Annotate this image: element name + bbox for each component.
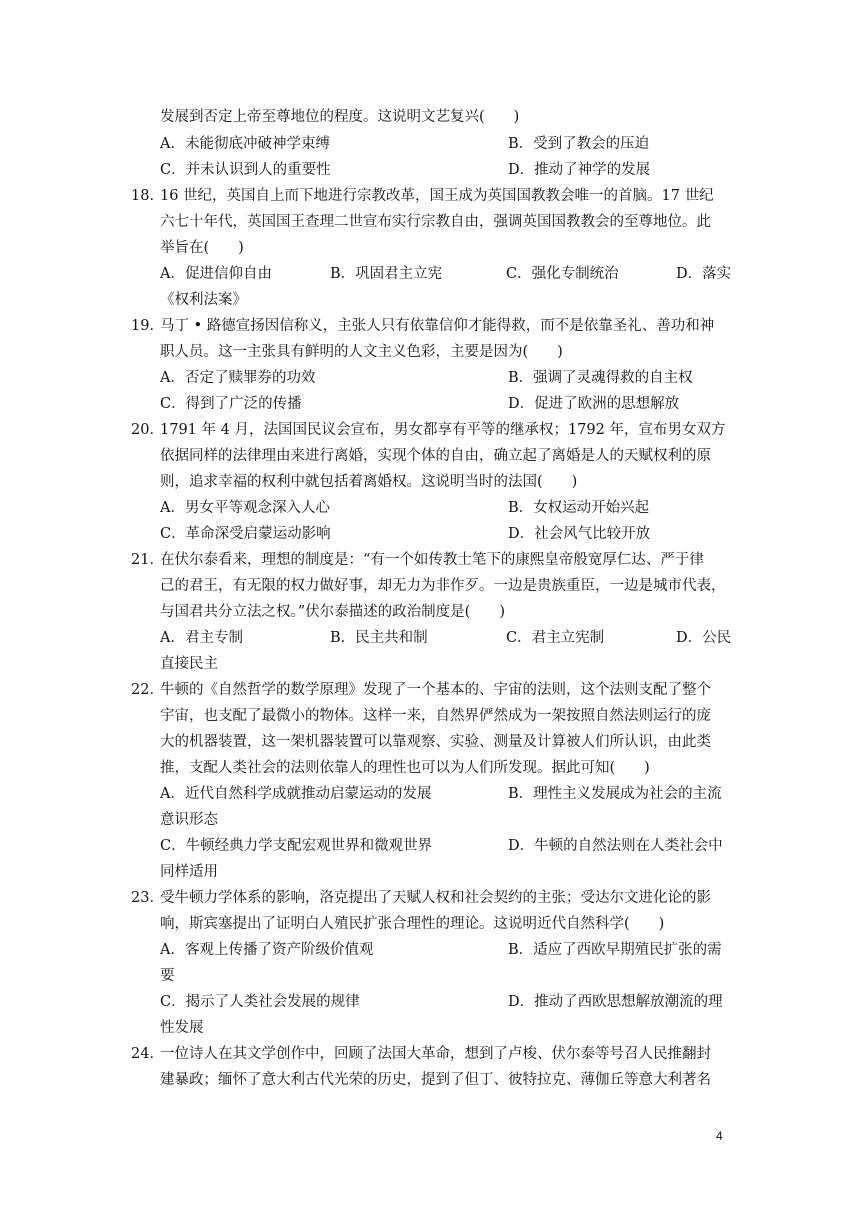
q19-number: 19． xyxy=(131,318,164,334)
q24-line2: 建暴政；缅怀了意大利古代光荣的历史，提到了但丁、彼特拉克、薄伽丘等意大利著名 xyxy=(160,1072,711,1088)
q22-option-d-cont: 同样适用 xyxy=(160,864,218,880)
q24-number: 24． xyxy=(131,1046,164,1062)
q19-line2: 职人员。这一主张具有鲜明的人文主义色彩，主要是因为( ) xyxy=(160,344,563,360)
q18-option-d-cont: 《权利法案》 xyxy=(160,292,247,308)
q18-option-b: B．巩固君主立宪 xyxy=(330,266,443,282)
q21-number: 21． xyxy=(131,552,164,568)
q18-number: 18． xyxy=(131,188,164,204)
q19-option-c: C．得到了广泛的传播 xyxy=(160,396,302,412)
q18-line1: 16 世纪，英国自上而下地进行宗教改革，国王成为英国国教教会唯一的首脑。17 世纪 xyxy=(160,188,714,204)
q21-option-b: B．民主共和制 xyxy=(330,630,428,646)
q22-line3: 大的机器装置，这一架机器装置可以靠观察、实验、测量及计算被人们所认识，由此类 xyxy=(160,734,711,750)
q17-option-d: D．推动了神学的发展 xyxy=(508,162,651,178)
q23-option-d: D．推动了西欧思想解放潮流的理 xyxy=(508,994,723,1010)
q17-option-a: A．未能彻底冲破神学束缚 xyxy=(160,136,330,152)
q23-number: 23． xyxy=(131,890,164,906)
q21-line1: 在伏尔泰看来，理想的制度是：“有一个如传教士笔下的康熙皇帝般宽厚仁达、严于律 xyxy=(160,552,704,568)
q20-line3: 则，追求幸福的权利中就包括着离婚权。这说明当时的法国( ) xyxy=(160,474,578,490)
q17-text: 发展到否定上帝至尊地位的程度。这说明文艺复兴( ) xyxy=(160,109,520,125)
q21-line2: 己的君王，有无限的权力做好事，却无力为非作歹。一边是贵族重臣，一边是城市代表， xyxy=(160,578,726,594)
page-number: 4 xyxy=(716,1129,723,1143)
q21-option-a: A．君主专制 xyxy=(160,630,243,646)
q19-option-b: B．强调了灵魂得救的自主权 xyxy=(508,370,693,386)
q22-option-b: B．理性主义发展成为社会的主流 xyxy=(508,786,722,802)
q19-option-a: A．否定了赎罪券的功效 xyxy=(160,370,316,386)
q20-line2: 依据同样的法律理由来进行离婚，实现个体的自由，确立起了离婚是人的天赋权利的原 xyxy=(160,448,711,464)
q22-line1: 牛顿的《自然哲学的数学原理》发现了一个基本的、宇宙的法则，这个法则支配了整个 xyxy=(160,682,711,698)
q18-line3: 举旨在( ) xyxy=(160,240,244,256)
q19-option-d: D．促进了欧洲的思想解放 xyxy=(508,396,680,412)
q23-option-d-cont: 性发展 xyxy=(160,1020,204,1036)
q20-option-c: C．革命深受启蒙运动影响 xyxy=(160,526,331,542)
q23-line1: 受牛顿力学体系的影响，洛克提出了天赋人权和社会契约的主张；受达尔文进化论的影 xyxy=(160,890,711,906)
q23-option-b: B．适应了西欧早期殖民扩张的需 xyxy=(508,942,722,958)
q22-option-d: D．牛顿的自然法则在人类社会中 xyxy=(508,838,723,854)
q24-line1: 一位诗人在其文学创作中，回顾了法国大革命，想到了卢梭、伏尔泰等号召人民推翻封 xyxy=(160,1046,711,1062)
q22-option-c: C．牛顿经典力学支配宏观世界和微观世界 xyxy=(160,838,433,854)
q18-option-c: C．强化专制统治 xyxy=(506,266,619,282)
q22-option-b-cont: 意识形态 xyxy=(160,812,218,828)
q21-line3: 与国君共分立法之权。”伏尔泰描述的政治制度是( ) xyxy=(160,604,505,620)
q23-option-c: C．揭示了人类社会发展的规律 xyxy=(160,994,360,1010)
q21-option-d: D．公民 xyxy=(676,630,732,646)
q22-option-a: A．近代自然科学成就推动启蒙运动的发展 xyxy=(160,786,432,802)
q20-option-b: B．女权运动开始兴起 xyxy=(508,500,650,516)
q17-option-c: C．并未认识到人的重要性 xyxy=(160,162,331,178)
q20-number: 20． xyxy=(131,422,164,438)
q20-option-a: A．男女平等观念深入人心 xyxy=(160,500,330,516)
q18-option-a: A．促进信仰自由 xyxy=(160,266,272,282)
q22-line2: 宇宙，也支配了最微小的物体。这样一来，自然界俨然成为一架按照自然法则运行的庞 xyxy=(160,708,711,724)
q17-option-b: B．受到了教会的压迫 xyxy=(508,136,650,152)
q23-line2: 响，斯宾塞提出了证明白人殖民扩张合理性的理论。这说明近代自然科学( ) xyxy=(160,916,665,932)
q19-line1: 马丁 • 路德宣扬因信称义，主张人只有依靠信仰才能得救，而不是依靠圣礼、善功和神 xyxy=(160,318,715,334)
q20-option-d: D．社会风气比较开放 xyxy=(508,526,651,542)
q18-option-d: D．落实 xyxy=(676,266,732,282)
q22-number: 22． xyxy=(131,682,164,698)
q23-option-a: A．客观上传播了资产阶级价值观 xyxy=(160,942,374,958)
q21-option-d-cont: 直接民主 xyxy=(160,656,218,672)
q23-option-b-cont: 要 xyxy=(160,968,175,984)
q21-option-c: C．君主立宪制 xyxy=(506,630,605,646)
q18-line2: 六七十年代，英国国王查理二世宣布实行宗教自由，强调英国国教教会的至尊地位。此 xyxy=(160,214,711,230)
q22-line4: 推，支配人类社会的法则依靠人的理性也可以为人们所发现。据此可知( ) xyxy=(160,760,650,776)
q20-line1: 1791 年 4 月，法国国民议会宣布，男女都享有平等的继承权；1792 年，宣布男女双方 xyxy=(160,422,726,438)
